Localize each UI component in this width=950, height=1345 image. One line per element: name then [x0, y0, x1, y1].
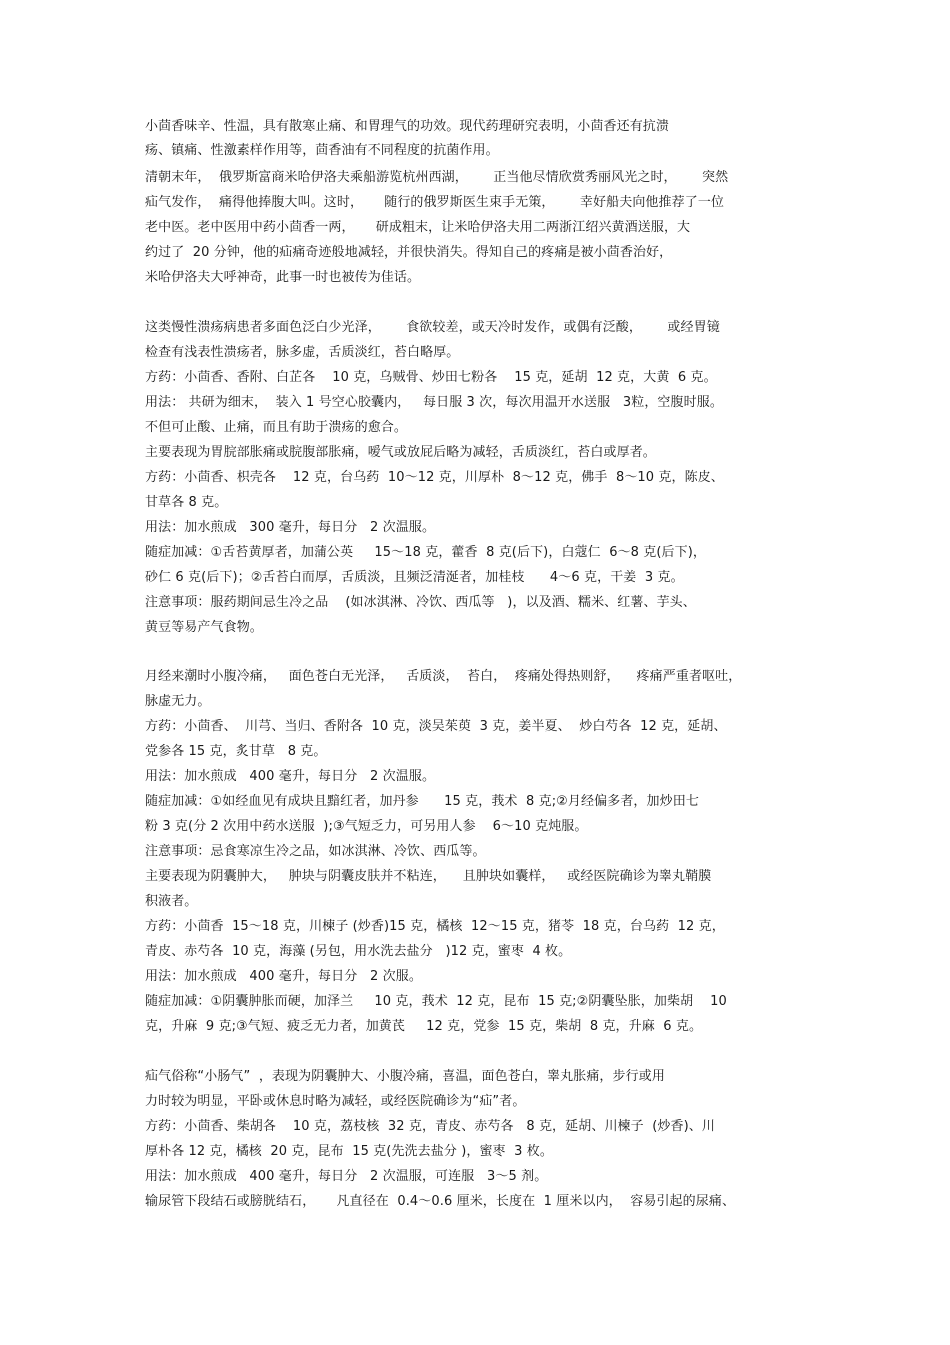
- text-line: 力时较为明显，平卧或休息时略为减轻，或经医院确诊为“疝”者。: [145, 1094, 526, 1109]
- text-line: 用法：加水煎成 400 毫升，每日分 2 次温服，可连服 3～5 剂。: [145, 1169, 548, 1184]
- text-line: 方药：小茴香、 川芎、当归、香附各 10 克，淡吴茱萸 3 克，姜半夏、 炒白芍各 12 克，延胡、: [145, 719, 727, 734]
- text-line: 随症加减：①舌苔黄厚者，加蒲公英 15～18 克，藿香 8 克(后下)，白蔻仁 6～8 克(后下)，: [145, 545, 707, 560]
- text-line: 党参各 15 克，炙甘草 8 克。: [145, 744, 327, 759]
- text-line: 方药：小茴香、香附、白芷各 10 克，乌贼骨、炒田七粉各 15 克，延胡 12 克，大黄 6 克。: [145, 370, 717, 385]
- text-line: 方药：小茴香、枳壳各 12 克，台乌药 10～12 克，川厚朴 8～12 克，佛手 8～10 克，陈皮、: [145, 470, 724, 485]
- text-line: 方药：小茴香、柴胡各 10 克，荔枝核 32 克，青皮、赤芍各 8 克，延胡、川楝子 (炒香)、川: [145, 1119, 715, 1134]
- text-line: 注意事项：忌食寒凉生冷之品，如冰淇淋、冷饮、西瓜等。: [145, 844, 486, 859]
- text-line: 不但可止酸、止痛，而且有助于溃疡的愈合。: [145, 420, 408, 435]
- text-line: 黄豆等易产气食物。: [145, 620, 263, 635]
- text-line: 输尿管下段结石或膀胱结石， 凡直径在 0.4～0.6 厘米，长度在 1 厘米以内， 容易引起的尿痛、: [145, 1194, 736, 1209]
- text-line: 青皮、赤芍各 10 克，海藻 (另包，用水洗去盐分 )12 克，蜜枣 4 枚。: [145, 944, 572, 959]
- text-line: 米哈伊洛夫大呼神奇，此事一时也被传为佳话。: [145, 270, 421, 285]
- text-line: 注意事项：服药期间忌生冷之品 (如冰淇淋、冷饮、西瓜等 )，以及酒、糯米、红薯、芋头、: [145, 595, 696, 610]
- text-line: 约过了 20 分钟，他的疝痛奇迹般地减轻，并很快消失。得知自己的疼痛是被小茴香治好，: [145, 245, 673, 260]
- text-line: 随症加减：①阴囊肿胀而硬，加泽兰 10 克，莪术 12 克，昆布 15 克;②阴囊坠胀，加柴胡 10: [145, 994, 727, 1009]
- text-line: 甘草各 8 克。: [145, 495, 228, 510]
- text-line: 粉 3 克(分 2 次用中药水送服 );③气短乏力，可另用人参 6～10 克炖服。: [145, 819, 588, 834]
- text-line: 厚朴各 12 克，橘核 20 克，昆布 15 克(先洗去盐分 )，蜜枣 3 枚。: [145, 1144, 553, 1159]
- text-line: 用法：加水煎成 400 毫升，每日分 2 次温服。: [145, 769, 436, 784]
- text-line: 疡、镇痛、性激素样作用等，茴香油有不同程度的抗菌作用。: [145, 143, 499, 158]
- text-line: 用法：加水煎成 400 毫升，每日分 2 次服。: [145, 969, 422, 984]
- text-line: 用法： 共研为细末， 装入 1 号空心胶囊内， 每日服 3 次，每次用温开水送服 3粒，空腹时服。: [145, 395, 723, 410]
- text-line: 主要表现为阴囊肿大， 肿块与阴囊皮肤并不粘连， 且肿块如囊样， 或经医院确诊为睾丸鞘膜: [145, 869, 712, 884]
- text-line: 用法：加水煎成 300 毫升，每日分 2 次温服。: [145, 520, 436, 535]
- text-line: 随症加减：①如经血见有成块且黯红者，加丹参 15 克，莪术 8 克;②月经偏多者，加炒田七: [145, 794, 699, 809]
- text-line: 小茴香味辛、性温，具有散寒止痛、和胃理气的功效。现代药理研究表明，小茴香还有抗溃: [145, 119, 670, 134]
- text-line: 方药：小茴香 15～18 克，川楝子 (炒香)15 克，橘核 12～15 克，猪苓 18 克，台乌药 12 克，: [145, 919, 725, 934]
- text-line: 这类慢性溃疡病患者多面色泛白少光泽， 食欲较差，或天冷时发作，或偶有泛酸， 或经胃镜: [145, 320, 720, 335]
- text-line: 月经来潮时小腹冷痛， 面色苍白无光泽， 舌质淡， 苔白， 疼痛处得热则舒， 疼痛严重者呕吐，: [145, 669, 742, 684]
- text-line: 砂仁 6 克(后下)；②舌苔白而厚，舌质淡，且频泛清涎者，加桂枝 4～6 克，干姜 3 克。: [145, 570, 684, 585]
- text-line: 主要表现为胃脘部胀痛或脘腹部胀痛，嗳气或放屁后略为减轻，舌质淡红，苔白或厚者。: [145, 445, 656, 460]
- text-line: 积液者。: [145, 894, 198, 909]
- text-line: 脉虚无力。: [145, 694, 211, 709]
- text-line: 疝气俗称“小肠气” ，表现为阴囊肿大、小腹冷痛，喜温，面色苍白，睾丸胀痛，步行或用: [145, 1069, 665, 1084]
- text-line: 老中医。老中医用中药小茴香一两， 研成粗末，让米哈伊洛夫用二两浙江绍兴黄酒送服，大: [145, 220, 691, 235]
- text-line: 疝气发作， 痛得他捧腹大叫。这时， 随行的俄罗斯医生束手无策， 幸好船夫向他推荐了一位: [145, 195, 725, 210]
- text-line: 清朝末年， 俄罗斯富商米哈伊洛夫乘船游览杭州西湖， 正当他尽情欣赏秀丽风光之时， 突然: [145, 170, 729, 185]
- text-line: 检查有浅表性溃疡者，脉多虚，舌质淡红，苔白略厚。: [145, 345, 460, 360]
- text-line: 克，升麻 9 克;③气短、疲乏无力者，加黄芪 12 克，党参 15 克，柴胡 8 克，升麻 6 克。: [145, 1019, 703, 1034]
